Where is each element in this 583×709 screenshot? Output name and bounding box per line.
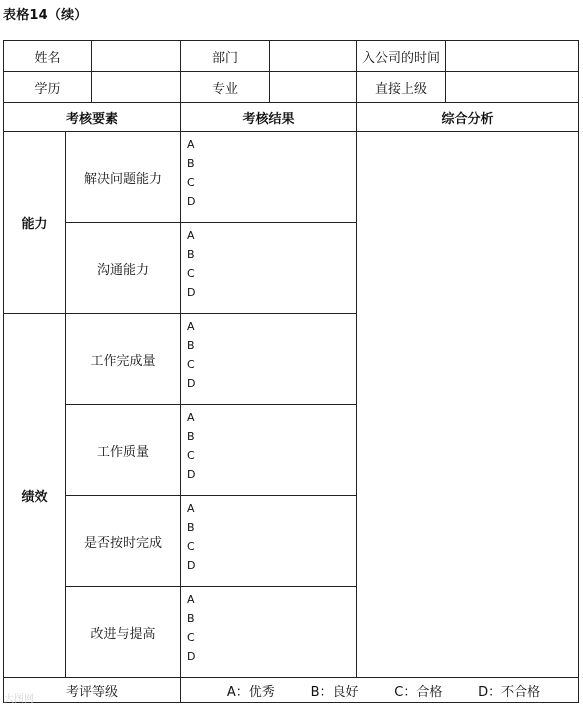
- item-label: 工作质量: [66, 405, 181, 496]
- option-d[interactable]: D: [187, 650, 196, 663]
- result-options-cell[interactable]: [181, 496, 357, 587]
- name-label: 姓名: [4, 41, 92, 72]
- info-row-2: [4, 72, 579, 103]
- grade-row: [4, 678, 579, 703]
- education-field[interactable]: [92, 72, 181, 103]
- option-c[interactable]: C: [187, 449, 195, 462]
- assessment-form-table: [3, 40, 579, 703]
- option-b[interactable]: B: [187, 430, 195, 443]
- item-label: 改进与提高: [66, 587, 181, 678]
- item-label: 沟通能力: [66, 223, 181, 314]
- result-options-cell[interactable]: [181, 223, 357, 314]
- grade-b: B：良好: [310, 684, 359, 700]
- option-a[interactable]: A: [187, 229, 195, 242]
- option-c[interactable]: C: [187, 540, 195, 553]
- group-label-ability: 能力: [4, 132, 66, 314]
- result-options-cell[interactable]: [181, 314, 357, 405]
- option-a[interactable]: A: [187, 320, 195, 333]
- item-label: 解决问题能力: [66, 132, 181, 223]
- option-d[interactable]: D: [187, 286, 196, 299]
- grade-d: D：不合格: [478, 684, 541, 700]
- header-element: 考核要素: [4, 103, 181, 132]
- option-c[interactable]: C: [187, 267, 195, 280]
- grade-a: A：优秀: [226, 684, 275, 700]
- option-d[interactable]: D: [187, 377, 196, 390]
- major-label: 专业: [181, 72, 270, 103]
- header-row: [4, 103, 579, 132]
- grade-label: 考评等级: [4, 678, 181, 703]
- item-row: [4, 132, 579, 223]
- option-a[interactable]: A: [187, 138, 195, 151]
- option-b[interactable]: B: [187, 248, 195, 261]
- result-options-cell[interactable]: [181, 587, 357, 678]
- option-c[interactable]: C: [187, 176, 195, 189]
- option-d[interactable]: D: [187, 559, 196, 572]
- education-label: 学历: [4, 72, 92, 103]
- option-c[interactable]: C: [187, 631, 195, 644]
- grade-c: C：合格: [394, 684, 443, 700]
- result-options-cell[interactable]: [181, 132, 357, 223]
- department-label: 部门: [181, 41, 270, 72]
- option-b[interactable]: B: [187, 339, 195, 352]
- name-field[interactable]: [92, 41, 181, 72]
- item-label: 工作完成量: [66, 314, 181, 405]
- item-label: 是否按时完成: [66, 496, 181, 587]
- major-field[interactable]: [270, 72, 357, 103]
- table-title: 表格14（续）: [3, 8, 88, 23]
- department-field[interactable]: [270, 41, 357, 72]
- watermark: 大图网: [4, 694, 34, 705]
- option-d[interactable]: D: [187, 468, 196, 481]
- option-b[interactable]: B: [187, 612, 195, 625]
- header-result: 考核结果: [181, 103, 357, 132]
- hire-date-field[interactable]: [446, 41, 579, 72]
- supervisor-label: 直接上级: [357, 72, 446, 103]
- option-b[interactable]: B: [187, 157, 195, 170]
- result-options-cell[interactable]: [181, 405, 357, 496]
- header-analysis: 综合分析: [357, 103, 579, 132]
- hire-date-label: 入公司的时间: [357, 41, 446, 72]
- option-a[interactable]: A: [187, 502, 195, 515]
- analysis-cell[interactable]: [357, 132, 579, 678]
- option-b[interactable]: B: [187, 521, 195, 534]
- group-label-performance: 绩效: [4, 314, 66, 678]
- supervisor-field[interactable]: [446, 72, 579, 103]
- option-a[interactable]: A: [187, 411, 195, 424]
- grade-legend: [181, 678, 579, 703]
- option-c[interactable]: C: [187, 358, 195, 371]
- option-d[interactable]: D: [187, 195, 196, 208]
- info-row-1: [4, 41, 579, 72]
- option-a[interactable]: A: [187, 593, 195, 606]
